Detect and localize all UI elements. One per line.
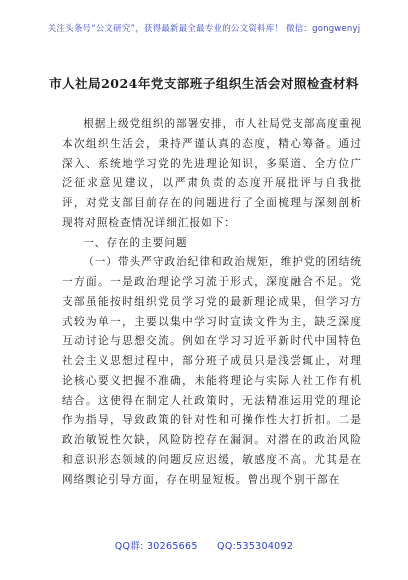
contact-footer [0,538,408,552]
promo-header: 关注头条号“公文研究”，获得最新最全最专业的公文资料库！ 微信：gongwenyj [47,24,361,34]
section-heading: 一、存在的主要问题 [83,236,188,249]
qq-group-number: QQ群: 30265665 [114,541,198,552]
document-title: 市人社局2024年党支部班子组织生活会对照检查材料 [49,76,359,91]
document-body [62,115,362,490]
body-paragraph: （一）带头严守政治纪律和政治规矩，维护党的团结统一方面。一是政治理论学习流于形式，深度融合不足。党支部虽能按时组织党员学习党的最新理论成果，但学习方式较为单一，主要以集中学习时宣读文件为主，缺乏深度互动讨论与思想交流。例如在学习习近平新时代中国特色社会主义思想过程中，部分班子成员只是浅尝辄止，对理论核心要义把握不准确，未能将理论与实际人社工作有机结合。这使得在制定人社政策时，无法精准运用党的理论作为指导，导致政策的针对性和可操作性大打折扣。二是政治敏锐性欠缺，风险防控存在漏洞。对潜在的政治风险和意识形态领域的问题反应迟缓，敏感度不高。尤其是在网络舆论引导方面，存在明显短板。曾出现个别干部在 [62,256,362,486]
intro-paragraph: 根据上级党组织的部署安排，市人社局党支部高度重视本次组织生活会，秉持严谨认真的态度，精心筹备。通过深入、系统地学习党的先进理论知识，多渠道、全方位广泛征求意见建议，以严肃负责的态度开展批评与自我批评，对党支部目前存在的问题进行了全面梳理与深刻剖析现将对照检查情况详细汇报如下： [62,118,362,229]
qq-number: QQ:535304092 [217,541,294,552]
